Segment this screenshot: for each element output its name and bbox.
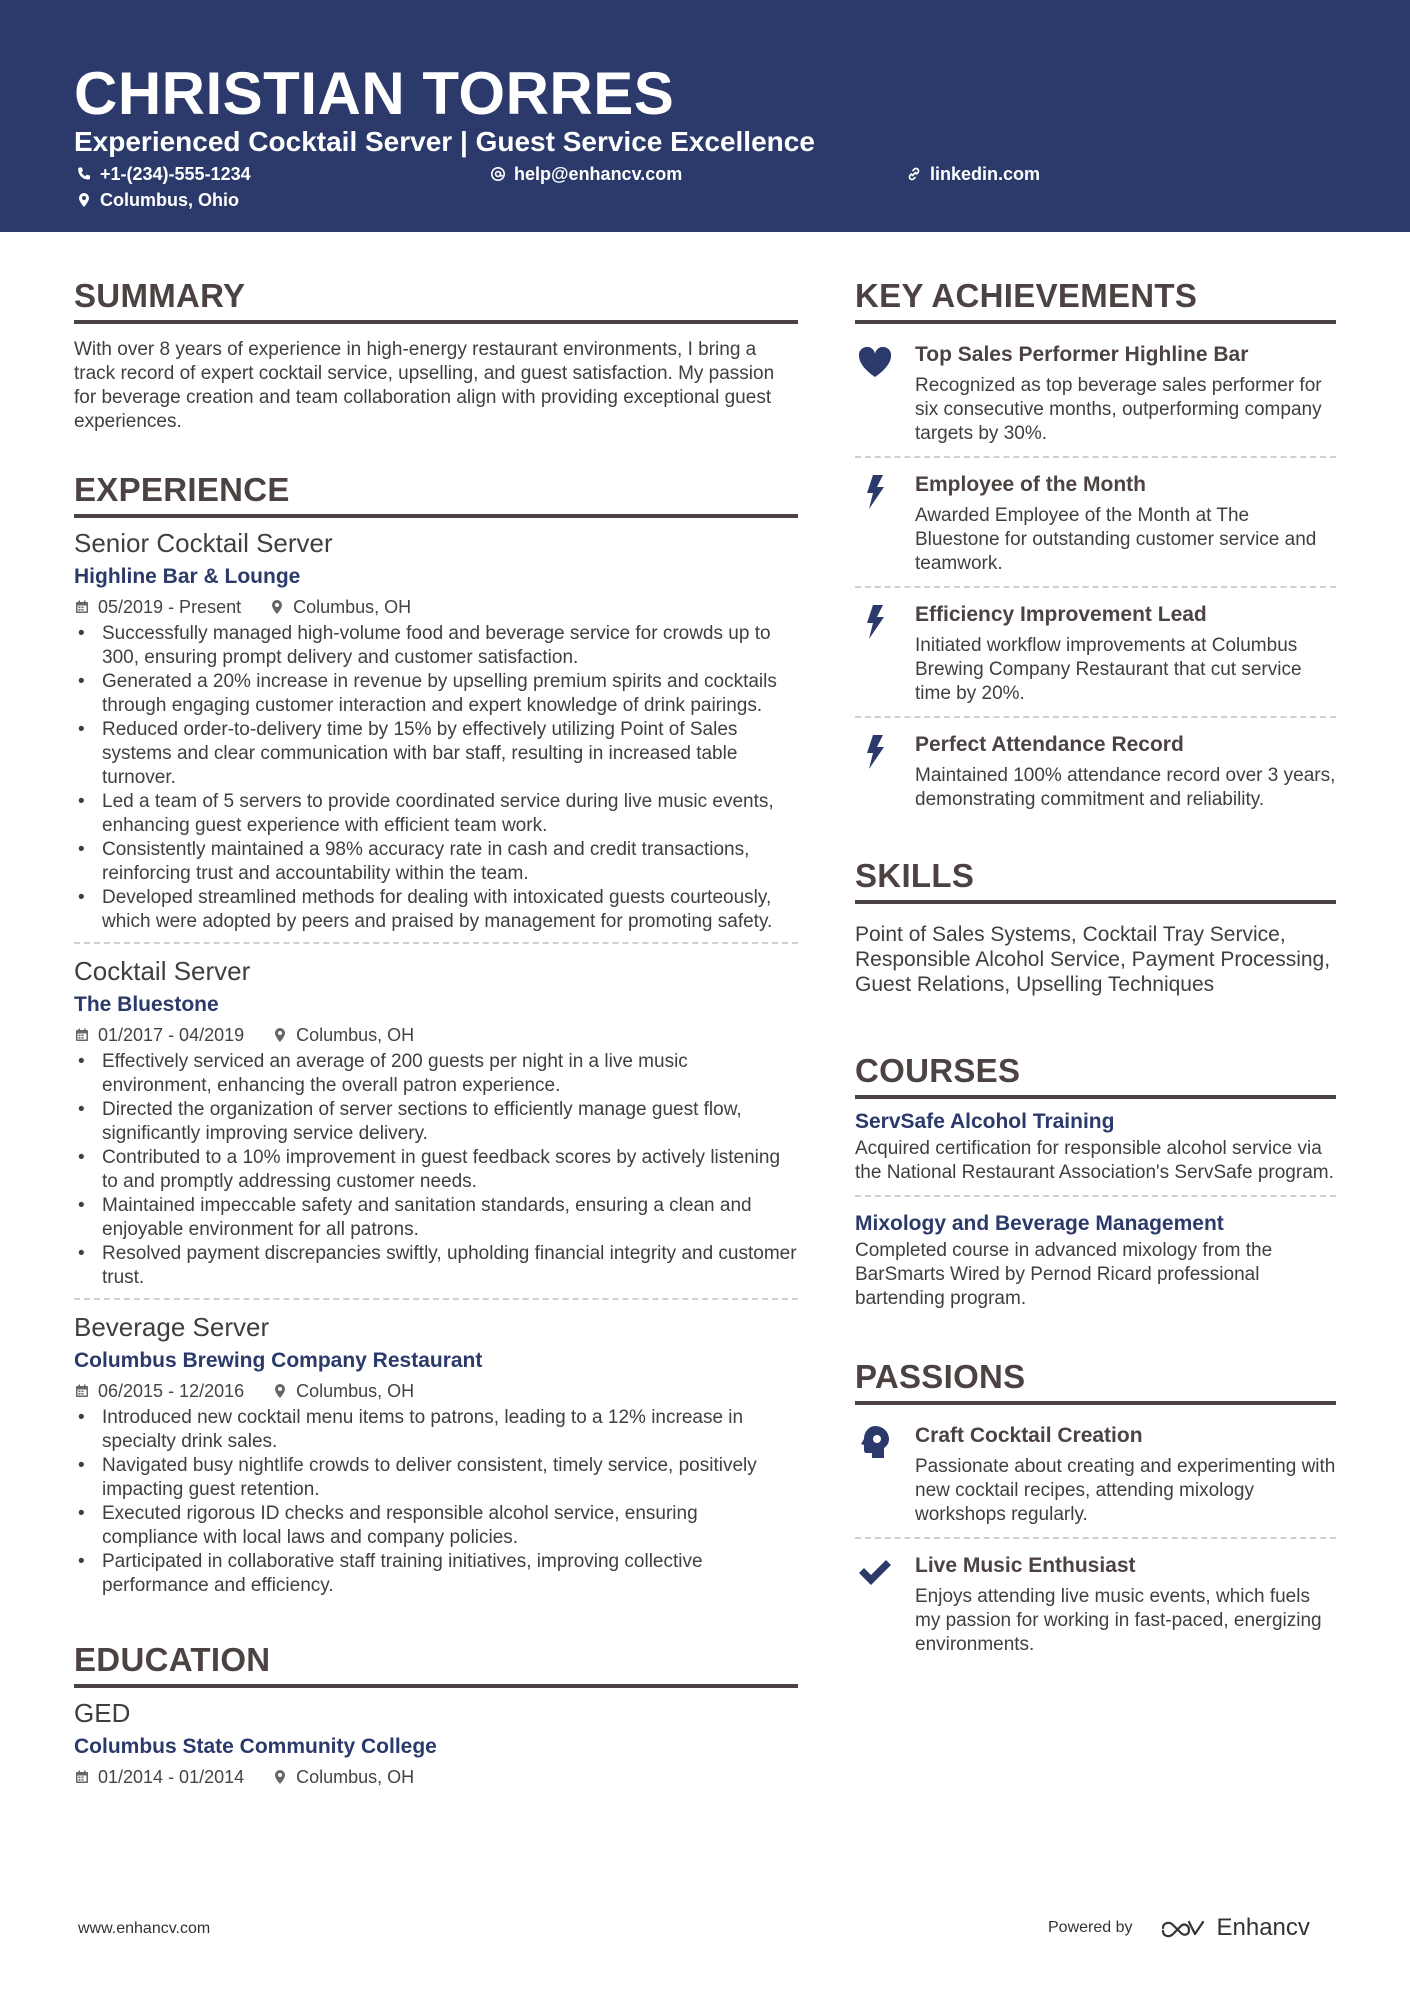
bolt-icon [855, 472, 895, 512]
passion-item [855, 1539, 1336, 1667]
job-dates [74, 594, 241, 620]
skills-text: Point of Sales Systems, Cocktail Tray Service, Responsible Alcohol Service, Payment Processing, Guest Relations, Upselling Techniques [855, 923, 1331, 996]
job-bullet: • Navigated busy nightlife crowds to deliver consistent, timely service, positively impacting guest retention. [74, 1454, 798, 1502]
job-bullet: • Directed the organization of server sections to efficiently manage guest flow, significantly improving service delivery. [74, 1098, 798, 1146]
job-location [272, 1378, 414, 1404]
education-heading: EDUCATION [74, 1640, 798, 1688]
achievement-item [855, 718, 1336, 822]
location-pin-icon [272, 1027, 288, 1043]
footer-website[interactable]: www.enhancv.com [78, 1920, 211, 1937]
company-name: Columbus Brewing Company Restaurant [74, 1349, 483, 1372]
job-dates-text: 05/2019 - Present [98, 597, 242, 617]
education-dates-text: 01/2014 - 01/2014 [98, 1767, 245, 1787]
passion-title: Craft Cocktail Creation [915, 1424, 1143, 1447]
enhancv-logo-icon [1159, 1916, 1207, 1940]
job-meta [74, 594, 798, 620]
job-location-text: Columbus, OH [296, 1381, 415, 1401]
location-pin-icon [76, 192, 92, 208]
linkedin-text: linkedin.com [930, 164, 1041, 184]
job-location [269, 594, 411, 620]
job-bullet: • Introduced new cocktail menu items to patrons, leading to a 12% increase in specialty drink sales. [74, 1406, 798, 1454]
achievement-title: Perfect Attendance Record [915, 733, 1184, 756]
experience-section [74, 470, 798, 1606]
calendar-icon [74, 599, 90, 615]
bolt-icon [855, 732, 895, 772]
job-title: Cocktail Server [74, 956, 251, 986]
passion-item [855, 1409, 1336, 1539]
courses-section [855, 1051, 1336, 1321]
achievement-title: Top Sales Performer Highline Bar [915, 343, 1249, 366]
job-bullet: • Led a team of 5 servers to provide coordinated service during live music events, enhancing guest experience with efficient team work. [74, 790, 798, 838]
passion-desc: Enjoys attending live music events, which fuels my passion for working in fast-paced, energizing environments. [915, 1586, 1322, 1655]
link-icon [906, 166, 922, 182]
job-entry [74, 954, 798, 1300]
achievements-section [855, 276, 1336, 822]
course-desc: Completed course in advanced mixology from the BarSmarts Wired by Pernod Ricard professional bartending program. [855, 1240, 1273, 1309]
brand-logo[interactable] [1159, 1914, 1310, 1942]
passions-heading: PASSIONS [855, 1357, 1336, 1405]
job-bullet: • Successfully managed high-volume food and beverage service for crowds up to 300, ensuring prompt delivery and customer satisfaction. [74, 622, 798, 670]
achievement-desc: Maintained 100% attendance record over 3 years, demonstrating commitment and reliability. [915, 765, 1336, 810]
job-bullet: • Consistently maintained a 98% accuracy rate in cash and credit transactions, reinforcing trust and accountability within the team. [74, 838, 798, 886]
course-title: ServSafe Alcohol Training [855, 1110, 1115, 1133]
job-bullets [74, 1406, 798, 1598]
job-bullet: • Resolved payment discrepancies swiftly, upholding financial integrity and customer trust. [74, 1242, 798, 1290]
bolt-icon [855, 602, 895, 642]
job-bullet: • Generated a 20% increase in revenue by upselling premium spirits and cocktails through engaging customer interaction and expert knowledge of drink pairings. [74, 670, 798, 718]
location-pin-icon [269, 599, 285, 615]
candidate-name: CHRISTIAN TORRES [74, 60, 675, 127]
achievement-desc: Initiated workflow improvements at Columbus Brewing Company Restaurant that cut service time by 20%. [915, 635, 1302, 704]
achievement-desc: Recognized as top beverage sales performer for six consecutive months, outperforming company targets by 30%. [915, 375, 1322, 444]
job-location-text: Columbus, OH [293, 597, 412, 617]
job-bullet: • Maintained impeccable safety and sanitation standards, ensuring a clean and enjoyable environment for all patrons. [74, 1194, 798, 1242]
location-text: Columbus, Ohio [100, 190, 239, 210]
education-location [272, 1764, 414, 1790]
passions-section [855, 1357, 1336, 1667]
job-bullet: • Contributed to a 10% improvement in guest feedback scores by actively listening to and promptly addressing customer needs. [74, 1146, 798, 1194]
course-title: Mixology and Beverage Management [855, 1212, 1224, 1235]
education-meta [74, 1764, 798, 1790]
email-text: help@enhancv.com [514, 164, 683, 184]
course-item [855, 1209, 1336, 1321]
job-dates [74, 1378, 244, 1404]
achievement-item [855, 328, 1336, 458]
company-name: Highline Bar & Lounge [74, 565, 301, 588]
left-column [74, 276, 798, 1792]
passion-desc: Passionate about creating and experimenting with new cocktail recipes, attending mixology workshops regularly. [915, 1456, 1336, 1525]
footer-branding [1048, 1914, 1310, 1942]
job-location-text: Columbus, OH [296, 1025, 415, 1045]
job-bullets [74, 622, 798, 934]
company-name: The Bluestone [74, 993, 219, 1016]
job-entry [74, 1310, 798, 1606]
brand-name: Enhancv [1216, 1914, 1310, 1941]
job-bullet: • Effectively serviced an average of 200 guests per night in a live music environment, enhancing the overall patron experience. [74, 1050, 798, 1098]
course-item [855, 1107, 1336, 1197]
powered-by-label: Powered by [1048, 1919, 1133, 1936]
checkmark-icon [855, 1553, 895, 1593]
job-title: Senior Cocktail Server [74, 528, 333, 558]
skills-heading: SKILLS [855, 856, 1336, 904]
job-bullets [74, 1050, 798, 1290]
achievement-title: Efficiency Improvement Lead [915, 603, 1207, 626]
contact-location [76, 188, 239, 212]
job-bullet: • Developed streamlined methods for dealing with intoxicated guests courteously, which were adopted by peers and praised by management for promoting safety. [74, 886, 798, 934]
course-desc: Acquired certification for responsible alcohol service via the National Restaurant Association's ServSafe program. [855, 1138, 1334, 1183]
right-column [855, 276, 1336, 1667]
location-pin-icon [272, 1383, 288, 1399]
school-name: Columbus State Community College [74, 1735, 437, 1758]
degree-title: GED [74, 1698, 131, 1728]
job-bullet: • Executed rigorous ID checks and responsible alcohol service, ensuring compliance with local laws and company policies. [74, 1502, 798, 1550]
resume-header [0, 0, 1410, 232]
achievement-desc: Awarded Employee of the Month at The Bluestone for outstanding customer service and teamwork. [915, 505, 1317, 574]
job-dates-text: 01/2017 - 04/2019 [98, 1025, 245, 1045]
at-icon [490, 166, 506, 182]
achievements-heading: KEY ACHIEVEMENTS [855, 276, 1336, 324]
calendar-icon [74, 1027, 90, 1043]
experience-heading: EXPERIENCE [74, 470, 798, 518]
calendar-icon [74, 1383, 90, 1399]
education-section [74, 1640, 798, 1790]
passion-title: Live Music Enthusiast [915, 1554, 1136, 1577]
job-meta [74, 1022, 798, 1048]
contact-linkedin[interactable] [906, 162, 1040, 186]
job-entry [74, 526, 798, 944]
skills-section [855, 856, 1336, 997]
heart-icon [855, 342, 895, 382]
job-dates-text: 06/2015 - 12/2016 [98, 1381, 245, 1401]
summary-section [74, 276, 798, 434]
head-icon [855, 1423, 895, 1463]
education-location-text: Columbus, OH [296, 1767, 415, 1787]
education-dates [74, 1764, 244, 1790]
summary-heading: SUMMARY [74, 276, 798, 324]
achievement-title: Employee of the Month [915, 473, 1146, 496]
achievement-item [855, 458, 1336, 588]
summary-text: With over 8 years of experience in high-energy restaurant environments, I bring a track record of expert cocktail service, upselling, and guest satisfaction. My passion for beverage creation and team collaboration align with providing exceptional guest experiences. [74, 339, 775, 432]
job-dates [74, 1022, 244, 1048]
job-location [272, 1022, 414, 1048]
achievement-item [855, 588, 1336, 718]
job-title: Beverage Server [74, 1312, 270, 1342]
phone-icon [76, 166, 92, 182]
calendar-icon [74, 1769, 90, 1785]
job-bullet: • Participated in collaborative staff training initiatives, improving collective performance and efficiency. [74, 1550, 798, 1598]
job-bullet: • Reduced order-to-delivery time by 15% by effectively utilizing Point of Sales systems and clear communication with bar staff, resulting in increased table turnover. [74, 718, 798, 790]
contact-email[interactable] [490, 162, 682, 186]
candidate-tagline: Experienced Cocktail Server | Guest Service Excellence [74, 126, 815, 157]
job-meta [74, 1378, 798, 1404]
location-pin-icon [272, 1769, 288, 1785]
phone-text: +1-(234)-555-1234 [100, 164, 251, 184]
courses-heading: COURSES [855, 1051, 1336, 1099]
contact-phone[interactable] [76, 162, 251, 186]
